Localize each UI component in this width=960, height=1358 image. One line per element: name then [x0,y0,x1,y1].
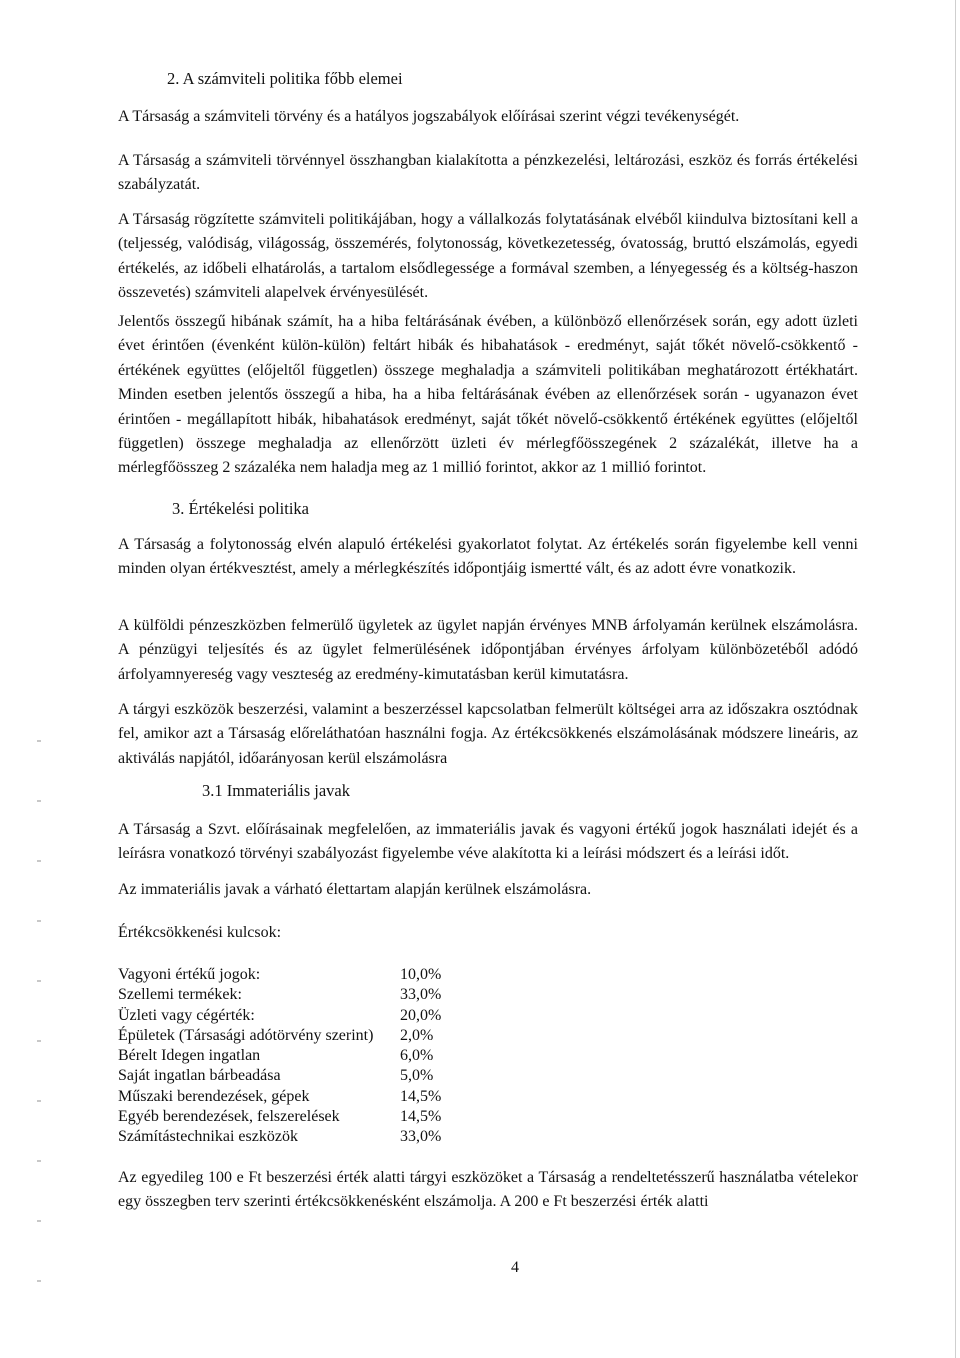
rate-label: Üzleti vagy cégérték: [118,1006,255,1024]
scan-edge-marks [37,740,41,1340]
rates-title: Értékcsökkenési kulcsok: [118,924,282,941]
paragraph-2-3: A Társaság rögzítette számviteli politikájában, hogy a vállalkozás folytatásának elvéből kiindulva biztosítani kell a (teljesség, valódiság, világosság, összemérés, folytonosság, következetesség, óvatosság, bruttó elszámolás, egyedi értékelés, az időbeli elhatárolás, a tartalom elsődlegessége a formával szemben, a lényegesség és a költség-haszon összevetés) számviteli alapelvek érvényesülését. [118,211,858,302]
paragraph-2-1: A Társaság a számviteli törvény és a hatályos jogszabályok előírásai szerint végzi tevékenységét. [118,108,740,125]
rate-row [118,1066,518,1086]
rate-value: 10,0% [400,966,442,983]
paragraph-3-2: A külföldi pénzeszközben felmerülő ügyletek az ügylet napján érvényes MNB árfolyamán kerülnek elszámolásra. A pénzügyi teljesítés és az ügylet felmerülésének időpontjában érvényes árfolyam különbözetéből adódó árfolyamnyereség vagy veszteség az eredmény-kimutatásban kerül kimutatásra. [118,617,858,683]
rate-value: 20,0% [400,1006,442,1024]
rate-label: Egyéb berendezések, felszerelések [118,1108,340,1126]
rate-row [118,1006,518,1026]
rate-value: 14,5% [400,1087,442,1105]
rate-label: Vagyoni értékű jogok: [118,966,261,983]
paragraph-2-2: A Társaság a számviteli törvénnyel összhangban kialakította a pénzkezelési, leltározási, eszköz és forrás értékelési szabályzatát. [118,152,858,193]
paragraph-3-1-2: Az immateriális javak a várható élettartam alapján kerülnek elszámolásra. [118,881,592,898]
paragraph-3-1: A Társaság a folytonosság elvén alapuló értékelési gyakorlatot folytat. Az értékelés során figyelembe kell venni minden olyan értékvesztést, amely a mérlegkészítés időpontjáig ismertté vált, és az adott évre vonatkozik. [118,536,858,578]
rate-value: 14,5% [400,1108,442,1126]
page-number: 4 [511,1259,519,1276]
paragraph-2-4: Jelentős összegű hibának számít, ha a hiba feltárásának évében, a különböző ellenőrzések során, egy adott üzleti évet érintően (évenként külön-külön) feltárt hibák és hibahatások - eredményt, saját tőkét növelő-csökkentő - értékének együttes (előjeltől független) összege meghaladja a számviteli politikában meghatározott értékhatárt. Minden esetben jelentős összegű a hiba, ha a hiba feltárásának évében az ellenőrzések során - ugyanazon évet érintően - megállapított hibák, hibahatások eredményt, saját tőkét növelő-csökkentő értékének együttes (előjeltől független) összege meghaladja az ellenőrzött üzleti év mérlegfőösszegének 2 százalékát, illetve ha a mérlegfőösszeg 2 százaléka nem haladja meg az 1 millió forintot, akkor az 1 millió forintot. [118,313,858,477]
rate-label: Bérelt Idegen ingatlan [118,1047,261,1065]
rate-row [118,965,518,985]
rate-row [118,1127,518,1147]
rate-label: Épületek (Társasági adótörvény szerint) [118,1026,374,1044]
rate-row [118,1046,518,1066]
rate-value: 33,0% [400,986,442,1004]
rate-label: Saját ingatlan bárbeadása [118,1067,281,1085]
depreciation-rates-list [118,965,518,1148]
rate-label: Számítástechnikai eszközök [118,1128,298,1146]
section-2-heading: 2. A számviteli politika főbb elemei [167,69,403,88]
rate-row [118,985,518,1005]
rate-row [118,1026,518,1046]
rate-value: 2,0% [400,1026,434,1044]
rate-row [118,1087,518,1107]
paragraph-3-1-1: A Társaság a Szvt. előírásainak megfelelően, az immateriális javak és vagyoni értékű jogok használati idejét és a leírásra vonatkozó törvényi szabályozást figyelembe véve alakította ki a leírási módszert és a leírási időt. [118,821,858,863]
paragraph-3-3: A tárgyi eszközök beszerzési, valamint a beszerzéssel kapcsolatban felmerült költségei arra az időszakra osztódnak fel, amikor azt a Társaság előreláthatóan használni fogja. Az értékcsökkenés elszámolásának módszere lineáris, az aktiválás napjától, időarányosan kerül elszámolásra [118,701,858,767]
rate-value: 33,0% [400,1128,442,1146]
rate-value: 5,0% [400,1067,434,1085]
section-3-1-heading: 3.1 Immateriális javak [202,781,350,800]
rate-label: Műszaki berendezések, gépek [118,1087,310,1105]
rate-label: Szellemi termékek: [118,986,242,1004]
rate-value: 6,0% [400,1047,434,1065]
scan-margin-line [955,0,956,1358]
section-3-heading: 3. Értékelési politika [172,499,310,518]
rate-row [118,1107,518,1127]
paragraph-closing: Az egyedileg 100 e Ft beszerzési érték alatti tárgyi eszközöket a Társaság a rendeltetésszerű használatba vételekor egy összegben terv szerinti értékcsökkenésként elszámolja. A 200 e Ft beszerzési érték alatti [118,1169,858,1211]
